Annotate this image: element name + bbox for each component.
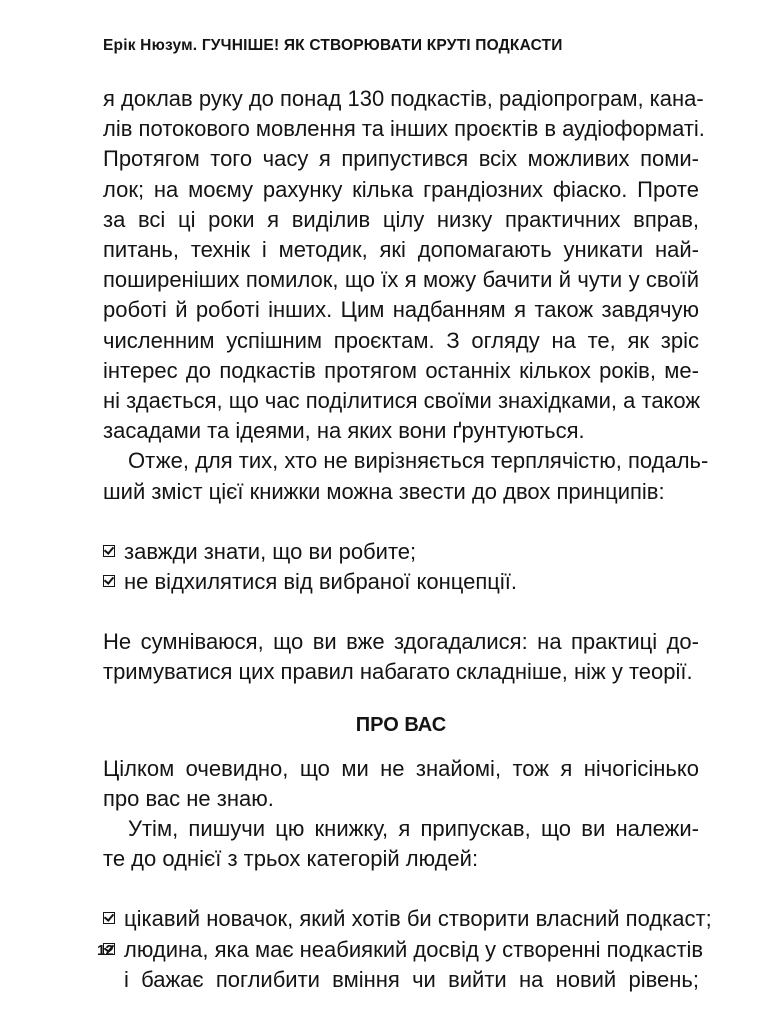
principles-lead-paragraph	[103, 446, 709, 506]
text-line: численним успішним проєктам. З огляду на те, як зріс	[103, 327, 699, 353]
practice-paragraph	[103, 627, 699, 687]
checked-box-icon	[103, 575, 115, 587]
text-line: те до однієї з трьох категорій людей:	[103, 846, 479, 872]
text-line: про вас не знаю.	[103, 785, 274, 811]
category-item: цікавий новачок, який хотів би створити власний подкаст;	[103, 904, 699, 934]
text-line: і бажає поглибити вміння чи вийти на новий рівень;	[124, 966, 699, 992]
text-line: тримуватися цих правил набагато складніше, ніж у теорії.	[103, 659, 693, 685]
text-line: інтерес до подкастів протягом останніх кількох років, ме-	[103, 357, 699, 383]
running-head: Ерік Нюзум. ГУЧНІШЕ! ЯК СТВОРЮВАТИ КРУТІ ПОДКАСТИ	[103, 37, 563, 54]
principles-list	[103, 537, 699, 597]
about-paragraph	[103, 754, 699, 814]
category-item: людина, яка має неабиякий досвід у створенні подкастів	[103, 935, 699, 965]
body-text	[103, 84, 712, 995]
text-line: роботі й роботі інших. Цим надбанням я також завдячую	[103, 297, 699, 323]
principle-item: не відхилятися від вибраної концепції.	[103, 567, 699, 597]
page-number: 12	[97, 942, 114, 959]
text-line: Утім, пишучи цю книжку, я припускав, що ви належи-	[128, 816, 699, 842]
text-line: Цілком очевидно, що ми не знайомі, тож я нічогісінько	[103, 755, 699, 781]
principle-item: завжди знати, що ви робите;	[103, 537, 699, 567]
text-line: Отже, для тих, хто не вирізняється терплячістю, подаль-	[128, 448, 709, 474]
text-line: я доклав руку до понад 130 подкастів, радіопрограм, кана-	[103, 86, 704, 111]
text-line: лок; на моєму рахунку кілька грандіозних фіаско. Проте	[103, 176, 699, 202]
text-line: ні здається, що час поділитися своїми знахідками, а також	[103, 388, 701, 414]
checked-box-icon	[103, 545, 115, 557]
text-line: поширеніших помилок, що їх я можу бачити й чути у своїй	[103, 267, 699, 293]
categories-list	[103, 904, 712, 995]
checked-box-icon	[103, 912, 115, 924]
text-line: за всі ці роки я виділив цілу низку практичних вправ,	[103, 206, 699, 232]
text-line: Протягом того часу я припустився всіх можливих поми-	[103, 146, 699, 172]
text-line: питань, технік і методик, які допомагають уникати най-	[103, 237, 699, 263]
text-line: засадами та ідеями, на яких вони ґрунтуються.	[103, 418, 585, 444]
categories-lead-paragraph	[103, 814, 699, 874]
text-line: лів потокового мовлення та інших проєктів в аудіоформаті.	[103, 116, 705, 142]
section-heading: ПРО ВАС	[355, 713, 447, 736]
text-line: ший зміст цієї книжки можна звести до двох принципів:	[103, 478, 665, 504]
intro-paragraph	[103, 84, 705, 446]
text-line: Не сумніваюся, що ви вже здогадалися: на практиці до-	[103, 629, 699, 655]
